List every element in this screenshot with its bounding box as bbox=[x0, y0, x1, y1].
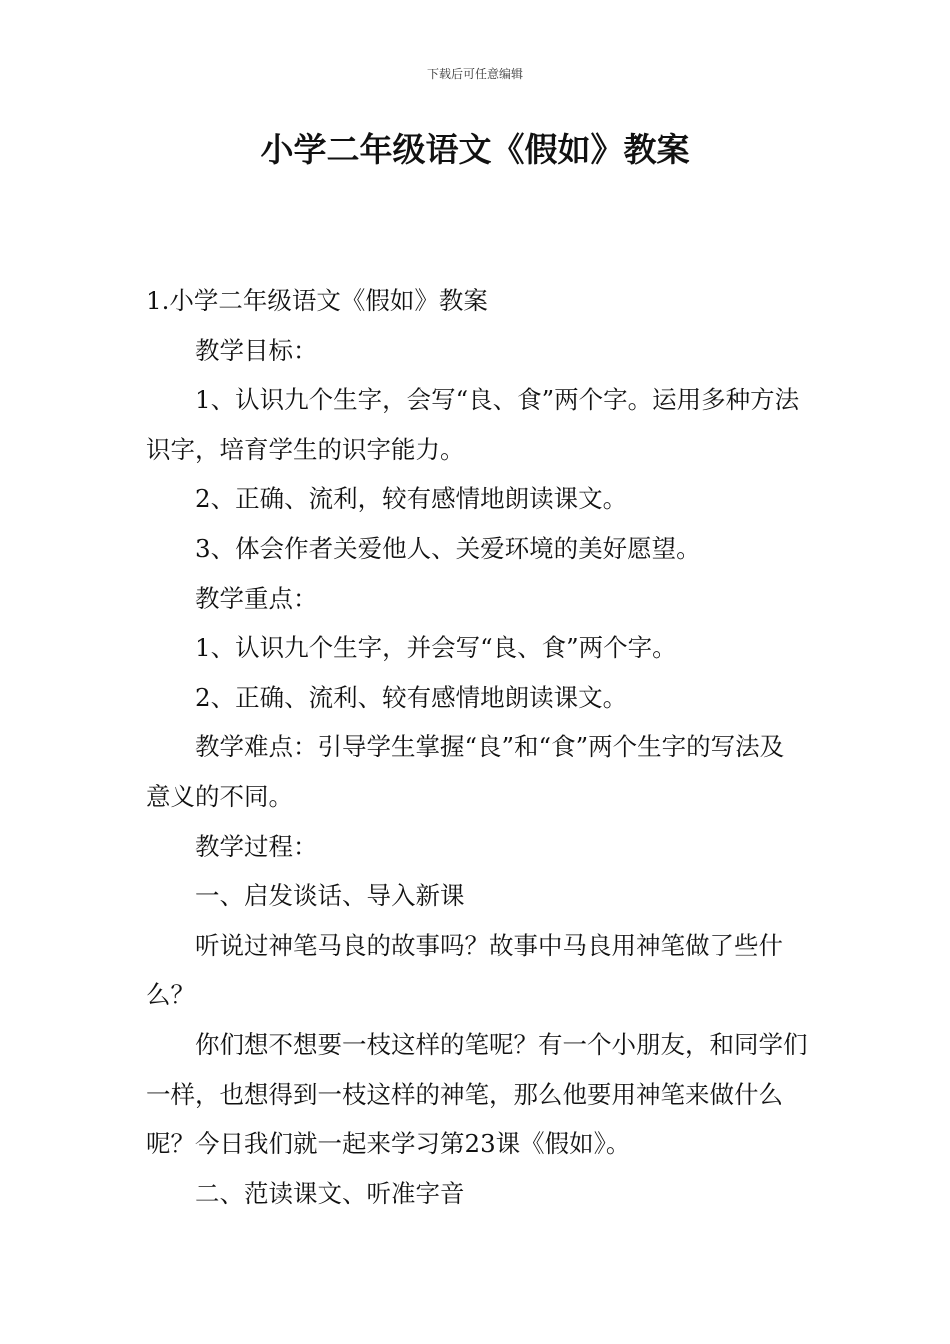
document-body bbox=[146, 276, 808, 1218]
paragraph-difficulty: 教学难点：引导学生掌握“良”和“食”两个生字的写法及意义的不同。 bbox=[146, 732, 785, 811]
paragraph-goal-3: 3、体会作者关爱他人、关爱环境的美好愿望。 bbox=[195, 533, 701, 563]
paragraph-step-1-question: 听说过神笔马良的故事吗？故事中马良用神笔做了些什么？ bbox=[146, 930, 783, 1010]
section-heading: 1.小学二年级语文《假如》教案 bbox=[146, 286, 488, 315]
paragraph-goal-1: 1、认识九个生字，会写“良、食”两个字。运用多种方法识字，培育学生的识字能力。 bbox=[146, 385, 800, 464]
paragraph-process-label: 教学过程： bbox=[195, 831, 318, 861]
paragraph-step-1-intro: 你们想不想要一枝这样的笔呢？有一个小朋友，和同学们一样，也想得到一枝这样的神笔，那么他要用神笔来做什么呢？今日我们就一起来学习第23课《假如》。 bbox=[146, 1029, 808, 1159]
paragraph-key-points-label: 教学重点： bbox=[195, 583, 318, 613]
paragraph-teaching-goals-label: 教学目标： bbox=[195, 335, 318, 365]
paragraph-goal-2: 2、正确、流利，较有感情地朗读课文。 bbox=[195, 484, 628, 514]
document-title: 小学二年级语文《假如》教案 bbox=[260, 130, 690, 169]
paragraph-step-2-heading: 二、范读课文、听准字音 bbox=[195, 1178, 465, 1208]
paragraph-key-point-1: 1、认识九个生字，并会写“良、食”两个字。 bbox=[195, 633, 677, 663]
header-note: 下载后可任意编辑 bbox=[426, 67, 523, 81]
paragraph-key-point-2: 2、正确、流利、较有感情地朗读课文。 bbox=[195, 682, 628, 712]
paragraph-step-1-heading: 一、启发谈话、导入新课 bbox=[195, 881, 465, 911]
